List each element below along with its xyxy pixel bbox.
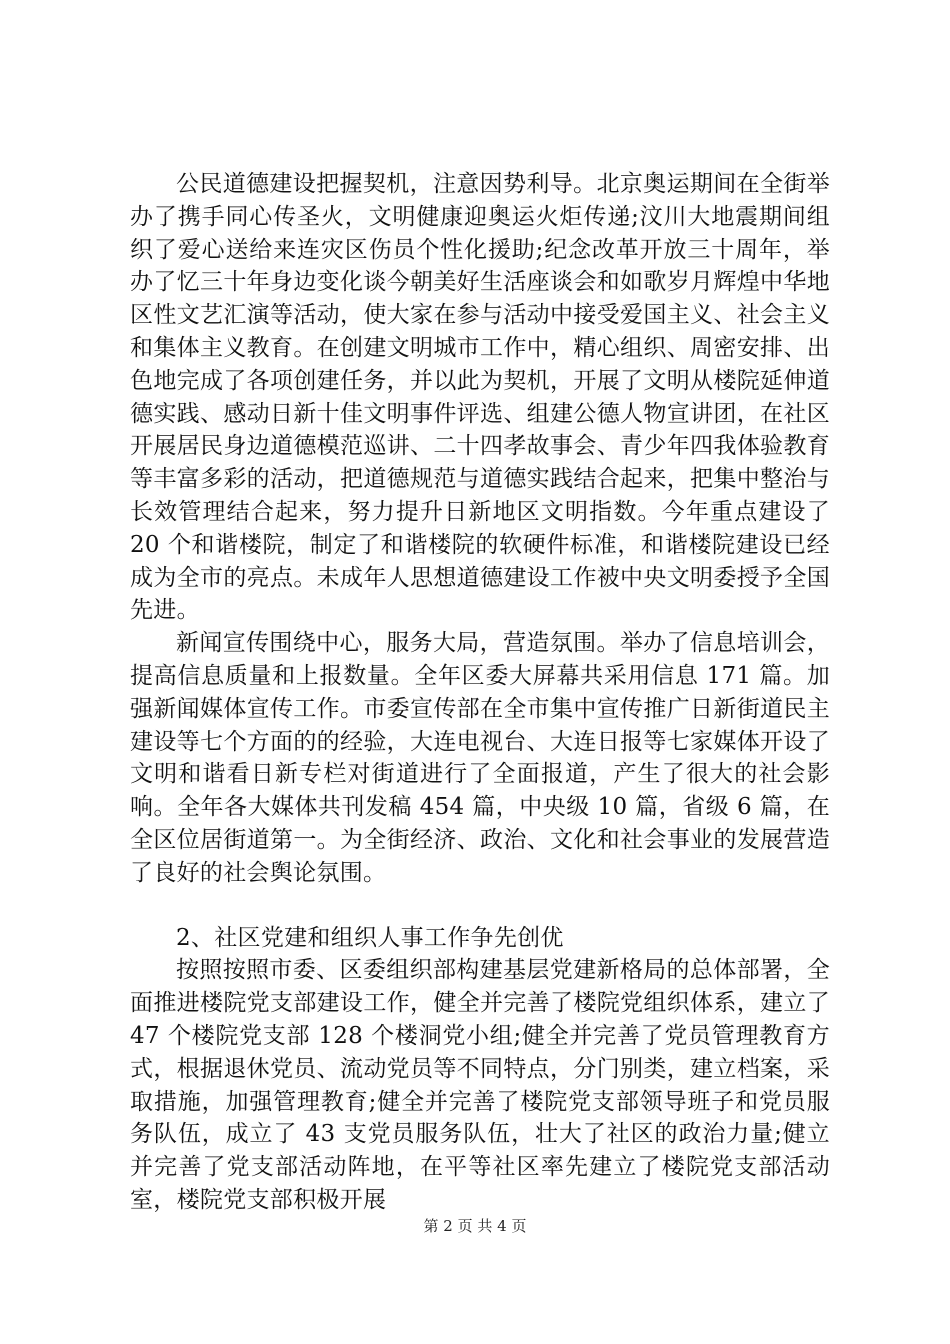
paragraph-news-publicity: 新闻宣传围绕中心，服务大局，营造氛围。举办了信息培训会，提高信息质量和上报数量。全年区委大屏幕共采用信息 171 篇。加强新闻媒体宣传工作。市委宣传部在全市集中宣传推广日新街道民主建设等七个方面的的经验，大连电视台、大连日报等七家媒体开设了文明和谐看日新专栏对街道进行了全面报道，产生了很大的社会影响。全年各大媒体共刊发稿 454 篇，中央级 10 篇，省级 6 篇，在全区位居街道第一。为全街经济、政治、文化和社会事业的发展营造了良好的社会舆论氛围。 xyxy=(130,630,830,886)
section-heading: 2、社区党建和组织人事工作争先创优 xyxy=(176,924,564,951)
paragraph-party-building: 按照按照市委、区委组织部构建基层党建新格局的总体部署，全面推进楼院党支部建设工作，健全并完善了楼院党组织体系，建立了 47 个楼院党支部 128 个楼洞党小组;健全并完善了党员管理教育方式，根据退休党员、流动党员等不同特点，分门别类，建立档案，采取措施，加强管理教育;健全并完善了楼院党支部领导班子和党员服务队伍，成立了 43 支党员服务队伍，壮大了社区的政治力量;健立并完善了党支部活动阵地，在平等社区率先建立了楼院党支部活动室，楼院党支部积极开展 xyxy=(130,957,830,1213)
page-number-footer: 第 2 页 共 4 页 xyxy=(423,1217,527,1235)
document-body xyxy=(130,168,830,1217)
paragraph-civic-morality: 公民道德建设把握契机，注意因势利导。北京奥运期间在全街举办了携手同心传圣火，文明健康迎奥运火炬传递;汶川大地震期间组织了爱心送给来连灾区伤员个性化援助;纪念改革开放三十周年，举办了忆三十年身边变化谈今朝美好生活座谈会和如歌岁月辉煌中华地区性文艺汇演等活动，使大家在参与活动中接受爱国主义、社会主义和集体主义教育。在创建文明城市工作中，精心组织、周密安排、出色地完成了各项创建任务，并以此为契机，开展了文明从楼院延伸道德实践、感动日新十佳文明事件评选、组建公德人物宣讲团，在社区开展居民身边道德模范巡讲、二十四孝故事会、青少年四我体验教育等丰富多彩的活动，把道德规范与道德实践结合起来，把集中整治与长效管理结合起来，努力提升日新地区文明指数。今年重点建设了 20 个和谐楼院，制定了和谐楼院的软硬件标准，和谐楼院建设已经成为全市的亮点。未成年人思想道德建设工作被中央文明委授予全国先进。 xyxy=(130,171,830,624)
